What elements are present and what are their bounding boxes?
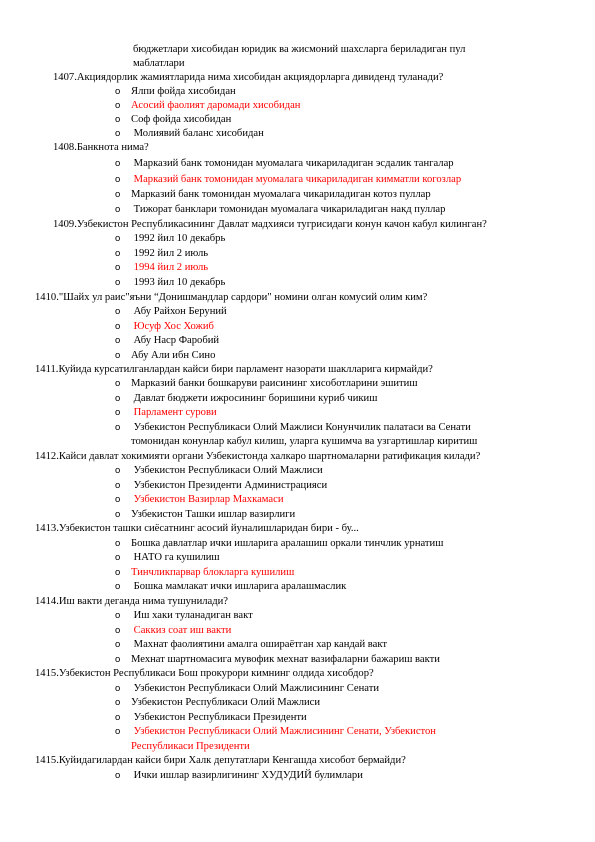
answer-option (115, 392, 377, 405)
line-text: Марказий банк томонидан муомалага чикариладиган эсдалик тангалар (131, 158, 454, 169)
question-text (53, 141, 149, 154)
line-text: Саккиз соат иш вакти (131, 625, 232, 636)
bullet-marker: o (115, 697, 121, 708)
answer-option (115, 334, 219, 347)
line-text: 1410."Шайх ул раис"яъни “Донишмандлар сардори" номини олган комусий олим ким? (35, 292, 428, 303)
line-text: Республикаси Президенти (131, 741, 250, 752)
line-text: Узбекистон Президенти Администрацияси (131, 480, 328, 491)
answer-option-correct (115, 173, 461, 186)
question-text (35, 522, 359, 535)
answer-option (115, 711, 307, 724)
line-text: Узбекистон Республикаси Президенти (131, 712, 307, 723)
bullet-marker: o (115, 480, 121, 491)
answer-option (115, 85, 236, 98)
bullet-marker: o (115, 321, 121, 332)
bullet-marker: o (115, 393, 121, 404)
line-text: 1411.Куйида курсатилганлардан кайси бири парламент назорати шаклларига кирмайди? (35, 364, 433, 375)
bullet-marker: o (115, 581, 121, 592)
answer-option (115, 479, 327, 492)
question-text (35, 595, 228, 608)
line-text: Абу Али ибн Сино (131, 350, 216, 361)
answer-option-correct (115, 99, 300, 112)
line-text: Абу Наср Фаробий (131, 335, 220, 346)
line-text: 1407.Акциядорлик жамиятларида нима хисобидан акциядорларга дивиденд туланади? (53, 72, 444, 83)
line-text: 1412.Кайси давлат хокимияти органи Узбекистонда халкаро шартномаларни ратификация килади? (35, 451, 481, 462)
line-text: НАТО га кушилиш (131, 552, 220, 563)
line-text: Ички ишлар вазирлигининг ХУДУДИЙ булимлари (131, 770, 363, 781)
line-text: Узбекистон Ташки ишлар вазирлиги (131, 509, 296, 520)
bullet-marker: o (115, 509, 121, 520)
line-text: Молиявий баланс хисобидан (131, 128, 264, 139)
continuation-text (131, 740, 250, 753)
answer-option (115, 157, 454, 170)
line-text: Иш хаки туланадиган вакт (131, 610, 253, 621)
answer-option (115, 537, 443, 550)
answer-option (115, 127, 264, 140)
question-text (35, 754, 406, 767)
answer-option-correct (115, 320, 214, 333)
line-text: 1409.Узбекистон Республикасининг Давлат мадхияси тугрисидаги конун качон кабул килинган? (53, 219, 487, 230)
bullet-marker: o (115, 654, 121, 665)
line-text: Давлат бюджети ижросининг боришини куриб чикиш (131, 393, 378, 404)
line-text: Асосий фаолият даромади хисобидан (131, 100, 301, 111)
bullet-marker: o (115, 204, 121, 215)
line-text: Тижорат банклари томонидан муомалага чикариладиган накд пуллар (131, 204, 446, 215)
line-text: бюджетлари хисобидан юридик ва жисмоний шахсларга бериладиган пул (133, 44, 466, 55)
line-text: Бошка мамлакат ички ишларига аралашмаслик (131, 581, 347, 592)
bullet-marker: o (115, 770, 121, 781)
answer-option (115, 276, 225, 289)
answer-option (115, 696, 320, 709)
bullet-marker: o (115, 567, 121, 578)
bullet-marker: o (115, 422, 121, 433)
answer-option (115, 247, 208, 260)
answer-option (115, 113, 231, 126)
answer-option (115, 769, 363, 782)
bullet-marker: o (115, 378, 121, 389)
line-text: 1992 йил 10 декабрь (131, 233, 226, 244)
question-text (53, 71, 443, 84)
answer-option (115, 232, 225, 245)
line-text: Абу Райхон Беруний (131, 306, 227, 317)
answer-option (115, 464, 323, 477)
question-text (35, 363, 433, 376)
bullet-marker: o (115, 233, 121, 244)
bullet-marker: o (115, 86, 121, 97)
line-text: маблатлари (133, 58, 185, 69)
answer-option (115, 305, 227, 318)
line-text: Узбекистон Республикаси Олий Мажлиси (131, 465, 323, 476)
answer-option (115, 421, 471, 434)
line-text: томонидан конунлар кабул килиш, уларга кушимча ва узгартишлар киритиш (131, 436, 478, 447)
line-text: Узбекистон Республикаси Олий Мажлисининг Сенати, Узбекистон (131, 726, 436, 737)
answer-option-correct (115, 624, 231, 637)
line-text: Узбекистон Вазирлар Махкамаси (131, 494, 284, 505)
line-text: 1413.Узбекистон ташки сиёсатнинг асосий йуналишларидан бири - бу... (35, 523, 359, 534)
line-text: Тинчликпарвар блокларга кушилиш (131, 567, 295, 578)
bullet-marker: o (115, 639, 121, 650)
line-text: Марказий банки бошкаруви раисининг хисоботларини эшитиш (131, 378, 418, 389)
continuation-text (133, 43, 465, 56)
answer-option-correct (115, 725, 436, 738)
question-text (35, 450, 480, 463)
answer-option (115, 349, 215, 362)
bullet-marker: o (115, 158, 121, 169)
bullet-marker: o (115, 262, 121, 273)
bullet-marker: o (115, 683, 121, 694)
answer-option (115, 682, 379, 695)
line-text: 1992 йил 2 июль (131, 248, 209, 259)
bullet-marker: o (115, 189, 121, 200)
bullet-marker: o (115, 407, 121, 418)
bullet-marker: o (115, 114, 121, 125)
continuation-text (131, 435, 477, 448)
bullet-marker: o (115, 335, 121, 346)
line-text: Парламент сурови (131, 407, 217, 418)
bullet-marker: o (115, 625, 121, 636)
line-text: Бошка давлатлар ички ишларига аралашиш оркали тинчлик урнатиш (131, 538, 444, 549)
line-text: 1415.Узбекистон Республикаси Бош прокурори кимнинг олдида хисобдор? (35, 668, 374, 679)
bullet-marker: o (115, 712, 121, 723)
line-text: Соф фойда хисобидан (131, 114, 232, 125)
answer-option-correct (115, 493, 284, 506)
bullet-marker: o (115, 552, 121, 563)
bullet-marker: o (115, 277, 121, 288)
answer-option (115, 203, 445, 216)
line-text: Юсуф Хос Хожиб (131, 321, 214, 332)
bullet-marker: o (115, 100, 121, 111)
answer-option-correct (115, 406, 217, 419)
continuation-text (133, 57, 185, 70)
bullet-marker: o (115, 494, 121, 505)
bullet-marker: o (115, 248, 121, 259)
bullet-marker: o (115, 128, 121, 139)
line-text: 1408.Банкнота нима? (53, 142, 149, 153)
question-text (35, 291, 427, 304)
bullet-marker: o (115, 350, 121, 361)
line-text: Узбекистон Республикаси Олий Мажлисининг Сенати (131, 683, 380, 694)
line-text: Махнат фаолиятини амалга оширaётган хар кандай вакт (131, 639, 387, 650)
line-text: Ялпи фойда хисобидан (131, 86, 236, 97)
bullet-marker: o (115, 538, 121, 549)
answer-option (115, 188, 431, 201)
line-text: 1415.Куйидагилардан кайси бири Халк депутатлари Кенгашда хисобот бермайди? (35, 755, 406, 766)
answer-option (115, 580, 346, 593)
question-text (35, 667, 374, 680)
line-text: Марказий банк томонидан муомалага чикариладиган котоз пуллар (131, 189, 431, 200)
line-text: 1993 йил 10 декабрь (131, 277, 226, 288)
answer-option (115, 551, 220, 564)
answer-option-correct (115, 261, 208, 274)
bullet-marker: o (115, 610, 121, 621)
answer-option (115, 609, 253, 622)
line-text: 1414.Иш вакти деганда нима тушунилади? (35, 596, 229, 607)
answer-option (115, 508, 295, 521)
answer-option (115, 377, 418, 390)
bullet-marker: o (115, 174, 121, 185)
line-text: Узбекистон Республикаси Олий Мажлиси Конунчилик палатаси ва Сенати (131, 422, 471, 433)
question-text (53, 218, 487, 231)
answer-option (115, 638, 387, 651)
line-text: Узбекистон Республикаси Олий Мажлиси (131, 697, 321, 708)
bullet-marker: o (115, 465, 121, 476)
answer-option (115, 653, 440, 666)
line-text: Марказий банк томонидан муомалага чикариладиган кимматли когозлар (131, 174, 462, 185)
line-text: Мехнат шартномасига мувофик мехнат вазифаларни бажариш вакти (131, 654, 440, 665)
bullet-marker: o (115, 306, 121, 317)
answer-option-correct (115, 566, 294, 579)
bullet-marker: o (115, 726, 121, 737)
line-text: 1994 йил 2 июль (131, 262, 209, 273)
